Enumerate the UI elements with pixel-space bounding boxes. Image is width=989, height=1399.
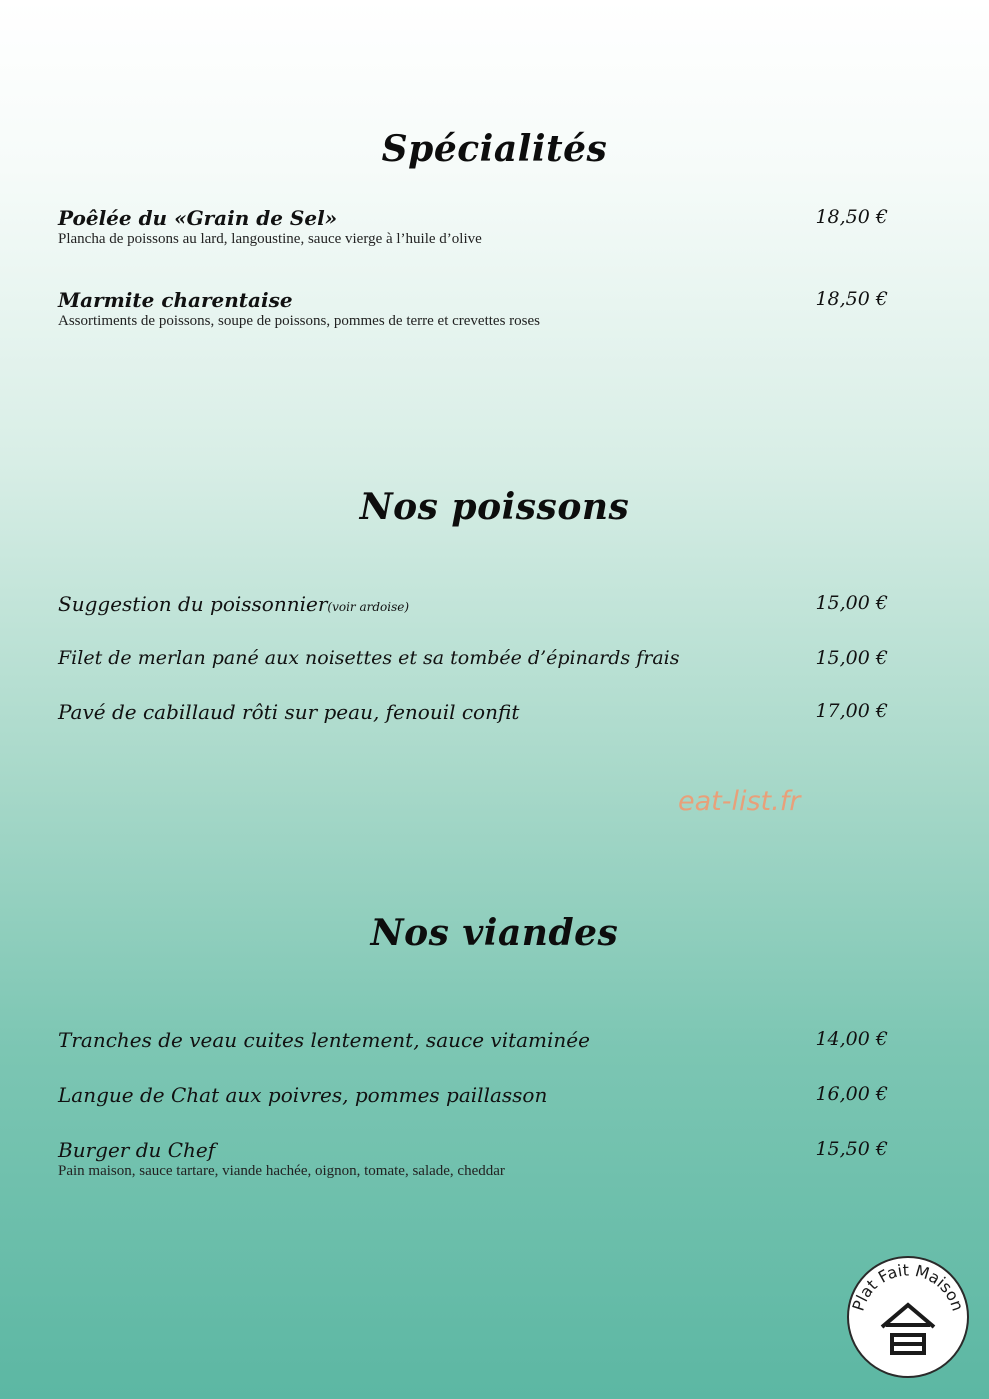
watermark-text: eat-list.fr [678, 786, 801, 817]
menu-item-poelee [58, 206, 888, 248]
menu-item-suggestion [58, 592, 888, 616]
menu-item-langue [58, 1083, 888, 1107]
item-price: 18,50 € [815, 288, 888, 310]
fait-maison-badge [846, 1255, 970, 1379]
section-title-specialites: Spécialités [381, 128, 608, 170]
item-price: 15,00 € [815, 592, 888, 614]
item-description: Pain maison, sauce tartare, viande hachée, oignon, tomate, salade, cheddar [58, 1163, 505, 1179]
item-name: Burger du Chef [58, 1138, 216, 1162]
menu-item-veau [58, 1028, 888, 1052]
item-name-text: Suggestion du poissonnier [58, 592, 328, 616]
item-price: 16,00 € [815, 1083, 888, 1105]
menu-item-marmite [58, 288, 888, 330]
item-description: Assortiments de poissons, soupe de poissons, pommes de terre et crevettes roses [58, 313, 540, 329]
section-title-poissons: Nos poissons [359, 486, 630, 528]
item-price: 15,00 € [815, 647, 888, 669]
item-name: Poêlée du «Grain de Sel» [58, 206, 338, 230]
item-price: 15,50 € [815, 1138, 888, 1160]
item-name: Marmite charentaise [58, 288, 293, 312]
menu-item-merlan [58, 647, 888, 669]
menu-item-burger [58, 1138, 888, 1180]
menu-item-cabillaud [58, 700, 888, 724]
item-name: Langue de Chat aux poivres, pommes paillasson [58, 1083, 548, 1107]
item-price: 18,50 € [815, 206, 888, 228]
badge-text: Plat Fait Maison [848, 1260, 968, 1314]
badge-graphic [846, 1255, 970, 1379]
item-name: Filet de merlan pané aux noisettes et sa tombée d’épinards frais [58, 647, 680, 669]
item-price: 14,00 € [815, 1028, 888, 1050]
section-title-viandes: Nos viandes [370, 912, 619, 954]
item-name: Tranches de veau cuites lentement, sauce vitaminée [58, 1028, 590, 1052]
item-description: Plancha de poissons au lard, langoustine, sauce vierge à l’huile d’olive [58, 231, 482, 247]
item-price: 17,00 € [815, 700, 888, 722]
item-name: Pavé de cabillaud rôti sur peau, fenouil confit [58, 700, 520, 724]
item-note: (voir ardoise) [327, 600, 410, 614]
item-name [58, 592, 888, 616]
